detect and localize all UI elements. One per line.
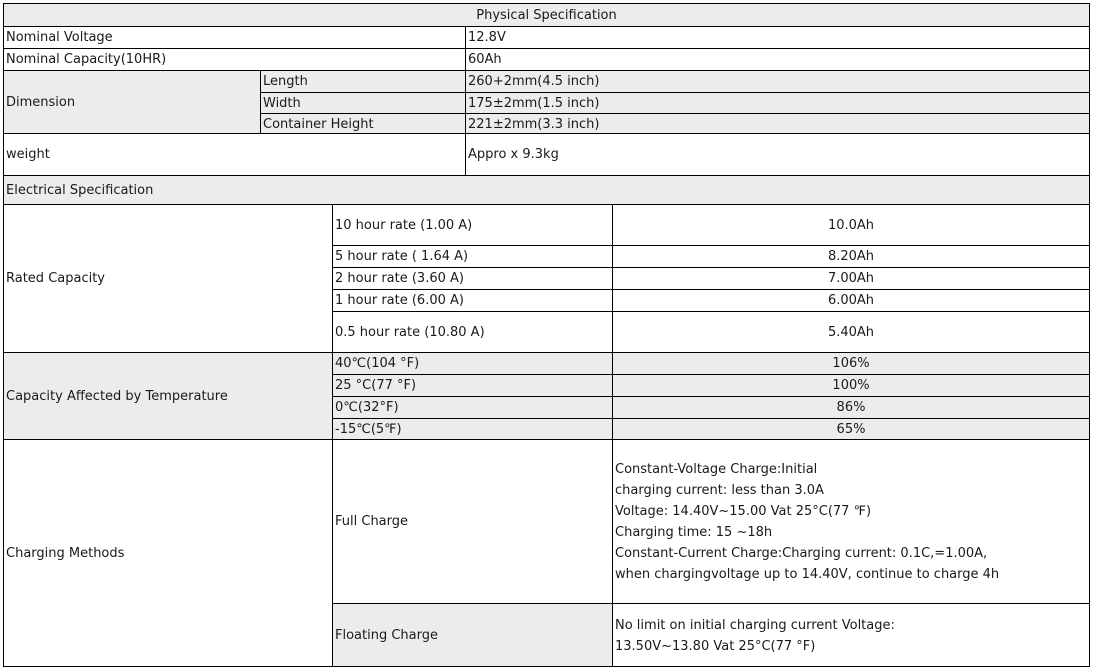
floating-charge-line: 13.50V~13.80 Vat 25°C(77 °F): [615, 638, 816, 654]
rated-capacity-rate: 2 hour rate (3.60 A): [333, 268, 613, 290]
full-charge-details: [613, 440, 1090, 604]
nominal-capacity-label: Nominal Capacity(10HR): [4, 49, 466, 71]
spec-table-wrapper: [3, 3, 1089, 667]
nominal-voltage-label: Nominal Voltage: [4, 27, 466, 49]
electrical-spec-table: [3, 175, 1090, 667]
rated-capacity-value: 7.00Ah: [613, 268, 1090, 290]
full-charge-line: Constant-Current Charge:Charging current: 0.1C,=1.00A,: [615, 546, 988, 561]
charging-methods-label: Charging Methods: [4, 440, 333, 667]
temperature-label: Capacity Affected by Temperature: [4, 353, 333, 440]
full-charge-label: Full Charge: [333, 440, 613, 604]
rated-capacity-value: 6.00Ah: [613, 290, 1090, 312]
rated-capacity-value: 10.0Ah: [613, 205, 1090, 246]
weight-value: Appro x 9.3kg: [466, 134, 1090, 176]
dimension-width-value: 175±2mm(1.5 inch): [466, 93, 1090, 114]
full-charge-line: Constant-Voltage Charge:Initial: [615, 462, 818, 477]
temperature-condition: -15℃(5℉): [333, 419, 613, 440]
floating-charge-label: Floating Charge: [333, 604, 613, 667]
physical-spec-title: Physical Specification: [4, 4, 1090, 27]
physical-spec-table: [3, 3, 1090, 176]
full-charge-line: Voltage: 14.40V~15.00 Vat 25°C(77 ℉): [615, 504, 872, 519]
temperature-condition: 25 °C(77 °F): [333, 375, 613, 397]
temperature-value: 65%: [613, 419, 1090, 440]
full-charge-line: when chargingvoltage up to 14.40V, continue to charge 4h: [615, 567, 1000, 582]
dimension-height-value: 221±2mm(3.3 inch): [466, 114, 1090, 134]
electrical-spec-title: Electrical Specification: [4, 176, 1090, 205]
temperature-condition: 0℃(32°F): [333, 397, 613, 419]
dimension-length-label: Length: [261, 71, 466, 93]
rated-capacity-label: Rated Capacity: [4, 205, 333, 353]
rated-capacity-rate: 0.5 hour rate (10.80 A): [333, 312, 613, 353]
dimension-label: Dimension: [4, 71, 261, 134]
rated-capacity-value: 8.20Ah: [613, 246, 1090, 268]
dimension-length-value: 260+2mm(4.5 inch): [466, 71, 1090, 93]
rated-capacity-rate: 5 hour rate ( 1.64 A): [333, 246, 613, 268]
temperature-value: 86%: [613, 397, 1090, 419]
weight-label: weight: [4, 134, 466, 176]
temperature-condition: 40℃(104 °F): [333, 353, 613, 375]
temperature-value: 100%: [613, 375, 1090, 397]
dimension-height-label: Container Height: [261, 114, 466, 134]
rated-capacity-value: 5.40Ah: [613, 312, 1090, 353]
floating-charge-details: [613, 604, 1090, 667]
temperature-value: 106%: [613, 353, 1090, 375]
dimension-width-label: Width: [261, 93, 466, 114]
rated-capacity-rate: 1 hour rate (6.00 A): [333, 290, 613, 312]
full-charge-line: charging current: less than 3.0A: [615, 483, 824, 498]
nominal-voltage-value: 12.8V: [466, 27, 1090, 49]
floating-charge-line: No limit on initial charging current Voltage:: [615, 617, 895, 633]
rated-capacity-rate: 10 hour rate (1.00 A): [333, 205, 613, 246]
full-charge-line: Charging time: 15 ~18h: [615, 525, 773, 540]
nominal-capacity-value: 60Ah: [466, 49, 1090, 71]
